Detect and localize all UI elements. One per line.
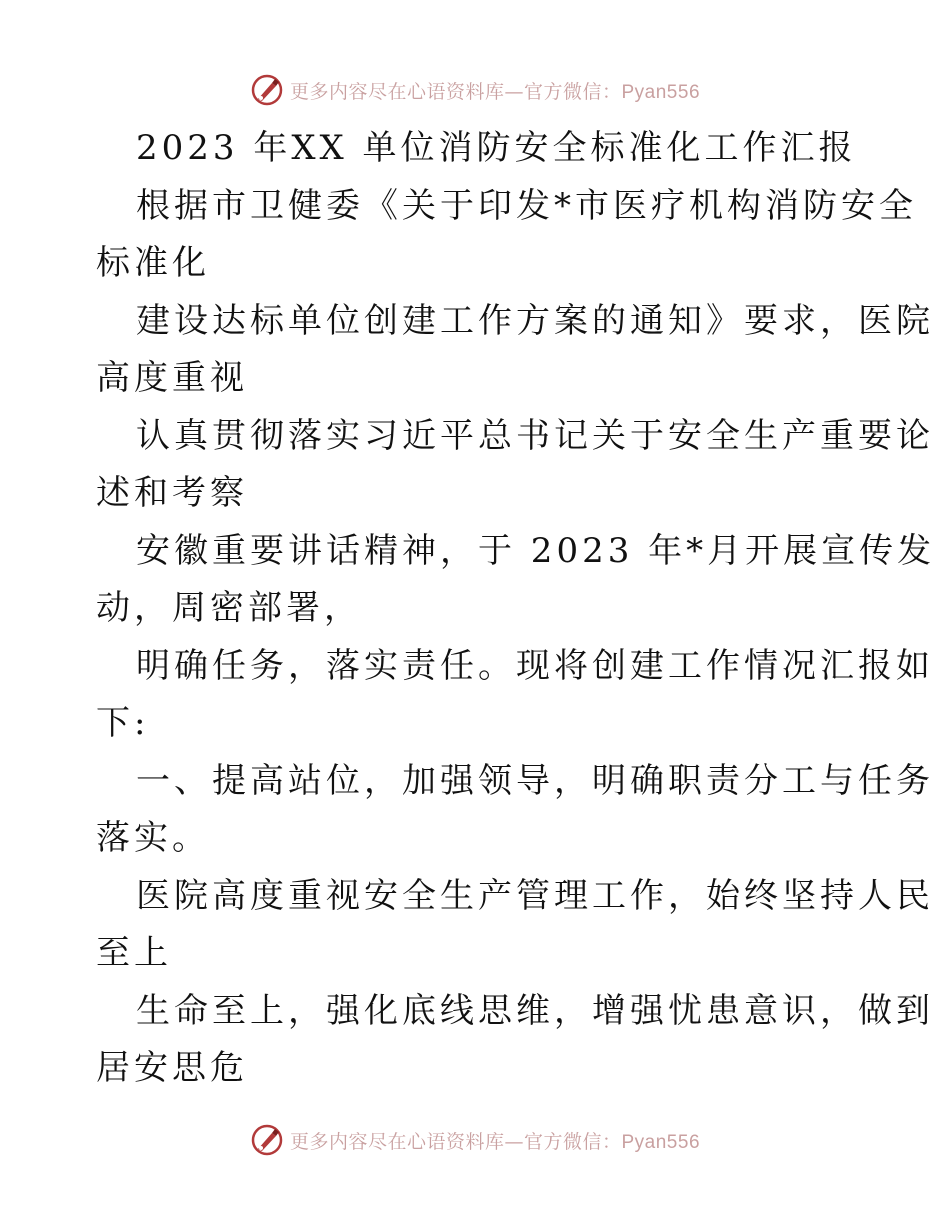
watermark-header [0,70,950,110]
text-line: 生命至上，强化底线思维，增强忧患意识，做到 [136,990,934,1031]
document-body [96,120,936,1098]
text-line: 下: [96,703,150,743]
watermark-footer [0,1120,950,1160]
pen-logo-icon [250,73,284,107]
text-line: 明确任务，落实责任。现将创建工作情况汇报如 [136,645,934,686]
text-line: 动，周密部署， [96,588,362,628]
watermark-text: 更多内容尽在心语资料库—官方微信：Pyan556 [289,1130,701,1153]
text-line: 根据市卫健委《关于印发*市医疗机构消防安全 [136,185,917,226]
text-line: 居安思危 [96,1048,248,1088]
text-line: 认真贯彻落实习近平总书记关于安全生产重要论 [136,415,934,456]
wechat-id: Pyan556 [621,81,701,103]
text-line: 医院高度重视安全生产管理工作，始终坚持人民 [136,875,934,916]
text-line: 建设达标单位创建工作方案的通知》要求，医院 [136,300,934,341]
text-line: 高度重视 [96,358,248,398]
text-line: 安徽重要讲话精神，于 2023 年*月开展宣传发 [136,530,936,571]
text-line: 落实。 [96,818,210,858]
text-line: 标准化 [96,243,210,283]
text-line: 一、提高站位，加强领导，明确职责分工与任务 [136,760,934,801]
pen-logo-icon [250,1123,284,1157]
wechat-id: Pyan556 [621,1131,701,1153]
text-line: 至上 [96,933,172,973]
watermark-text: 更多内容尽在心语资料库—官方微信：Pyan556 [289,80,701,103]
text-line: 述和考察 [96,473,248,513]
text-line: 2023 年XX 单位消防安全标准化工作汇报 [136,128,857,168]
